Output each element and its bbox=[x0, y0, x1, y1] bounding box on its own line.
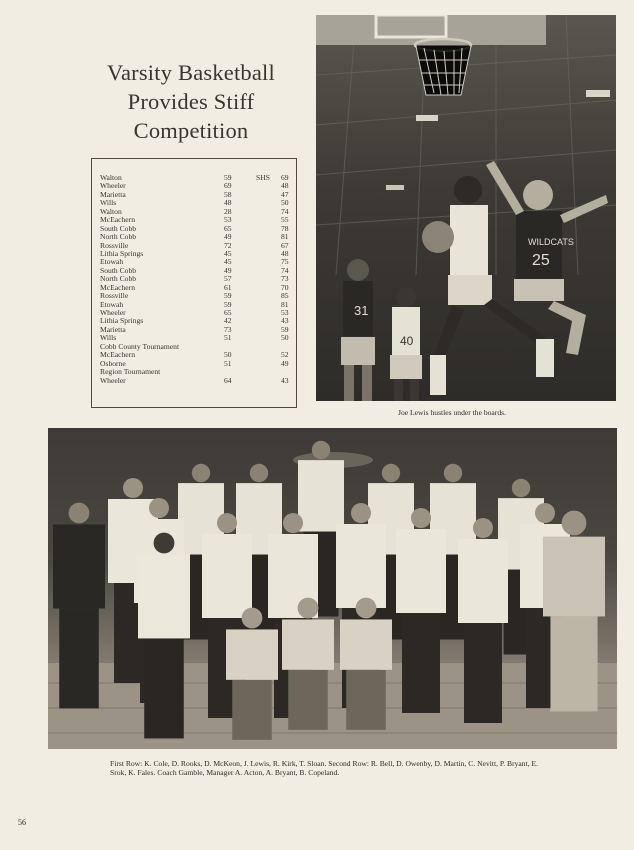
team-member bbox=[53, 503, 105, 709]
team-photo-illustration bbox=[48, 428, 617, 749]
score-shs: 74 bbox=[281, 265, 289, 275]
score-opponent: 57 bbox=[224, 274, 232, 284]
score-opponent: 28 bbox=[224, 206, 232, 216]
score-opponent: 49 bbox=[224, 232, 232, 242]
score-shs: 74 bbox=[281, 206, 289, 216]
score-shs: 70 bbox=[281, 282, 289, 292]
score-team: Wheeler bbox=[100, 181, 126, 191]
score-shs: 47 bbox=[281, 189, 289, 199]
action-photo-caption: Joe Lewis hustles under the boards. bbox=[398, 408, 506, 417]
player-center bbox=[390, 287, 422, 401]
score-shs: 69 bbox=[281, 173, 289, 182]
score-opponent: 42 bbox=[224, 316, 232, 326]
score-team: Marietta bbox=[100, 189, 126, 199]
team-member bbox=[543, 511, 605, 712]
score-team: Osborne bbox=[100, 358, 126, 368]
score-row bbox=[100, 233, 296, 241]
player-right bbox=[486, 161, 608, 355]
team-photo bbox=[48, 428, 617, 749]
score-opponent: 65 bbox=[224, 223, 232, 233]
basketball bbox=[422, 221, 454, 253]
headline-line-2: Provides Stiff bbox=[127, 89, 255, 114]
score-shs: 43 bbox=[281, 375, 289, 385]
score-row bbox=[100, 199, 296, 207]
score-team: Wheeler bbox=[100, 375, 126, 385]
score-team: McEachern bbox=[100, 215, 135, 225]
score-team: Lithia Springs bbox=[100, 248, 144, 258]
score-opponent: 72 bbox=[224, 240, 232, 250]
score-row bbox=[100, 284, 296, 292]
score-team: Wills bbox=[100, 333, 117, 343]
score-opponent: 59 bbox=[224, 173, 232, 182]
score-team: South Cobb bbox=[100, 265, 137, 275]
score-team: North Cobb bbox=[100, 274, 137, 284]
score-opponent: 45 bbox=[224, 257, 232, 267]
score-opponent: 53 bbox=[224, 215, 232, 225]
score-opponent: 59 bbox=[224, 299, 232, 309]
jersey-number-left: 31 bbox=[354, 303, 369, 318]
team-member bbox=[458, 518, 508, 723]
headline-line-3: Competition bbox=[133, 118, 249, 143]
score-team: Wheeler bbox=[100, 308, 126, 317]
score-row bbox=[100, 351, 296, 359]
score-team: North Cobb bbox=[100, 232, 137, 242]
score-opponent: 59 bbox=[224, 291, 232, 301]
score-team: Region Tournament bbox=[100, 367, 161, 377]
team-member bbox=[138, 533, 190, 739]
team-photo-caption: First Row: K. Cole, D. Rooks, D. McKeon, J. Lewis, R. Kirk, T. Sloan. Second Row: R. Bell, D. Owenby, D. Martin, C. Nevitt, P. Bryant, E. Srok, K. Fales. Coach Gamble, Manager A. Acton, A. Bryant, B. Copeland. bbox=[110, 759, 539, 778]
score-shs: 55 bbox=[281, 215, 289, 225]
score-team: McEachern bbox=[100, 282, 135, 292]
score-team: Rossville bbox=[100, 240, 129, 250]
score-shs: 43 bbox=[281, 316, 289, 326]
score-team: Lithia Springs bbox=[100, 316, 144, 326]
jersey-number-center: 40 bbox=[400, 334, 414, 348]
score-opponent: 58 bbox=[224, 189, 232, 199]
jersey-team-right: WILDCATS bbox=[528, 237, 574, 247]
score-row bbox=[100, 292, 296, 300]
score-shs: 53 bbox=[281, 308, 289, 317]
score-shs: 59 bbox=[281, 324, 289, 334]
score-shs: 52 bbox=[281, 350, 289, 360]
hoop-net bbox=[416, 46, 471, 95]
score-team: Wills bbox=[100, 198, 117, 208]
score-row bbox=[100, 191, 296, 199]
action-photo-illustration bbox=[316, 15, 616, 401]
score-home-label: SHS bbox=[256, 173, 270, 182]
score-row bbox=[100, 301, 296, 309]
score-team: Rossville bbox=[100, 291, 129, 301]
score-row bbox=[100, 174, 296, 182]
score-shs: 85 bbox=[281, 291, 289, 301]
page-headline bbox=[60, 58, 322, 145]
score-row bbox=[100, 326, 296, 334]
ceiling-light bbox=[386, 185, 404, 190]
score-team: Cobb County Tournament bbox=[100, 341, 180, 351]
score-team: Walton bbox=[100, 206, 122, 216]
score-shs: 50 bbox=[281, 333, 289, 343]
score-opponent: 48 bbox=[224, 198, 232, 208]
headline-line-1: Varsity Basketball bbox=[107, 60, 275, 85]
score-shs: 50 bbox=[281, 198, 289, 208]
player-left bbox=[341, 259, 375, 401]
page-number: 56 bbox=[18, 818, 26, 827]
score-opponent: 45 bbox=[224, 248, 232, 258]
score-row bbox=[100, 182, 296, 190]
score-shs: 48 bbox=[281, 248, 289, 258]
score-opponent: 73 bbox=[224, 324, 232, 334]
action-photo bbox=[316, 15, 616, 401]
score-shs: 81 bbox=[281, 299, 289, 309]
score-team: Marietta bbox=[100, 324, 126, 334]
score-opponent: 69 bbox=[224, 181, 232, 191]
score-row bbox=[100, 250, 296, 258]
score-team: Walton bbox=[100, 173, 122, 182]
score-opponent: 49 bbox=[224, 265, 232, 275]
score-shs: 75 bbox=[281, 257, 289, 267]
score-opponent: 65 bbox=[224, 308, 232, 317]
score-team: Etowah bbox=[100, 299, 124, 309]
score-opponent: 61 bbox=[224, 282, 232, 292]
score-shs: 73 bbox=[281, 274, 289, 284]
score-opponent: 51 bbox=[224, 333, 232, 343]
score-opponent: 51 bbox=[224, 358, 232, 368]
score-shs: 49 bbox=[281, 358, 289, 368]
score-team: McEachern bbox=[100, 350, 135, 360]
team-member bbox=[396, 508, 446, 713]
score-shs: 78 bbox=[281, 223, 289, 233]
score-shs: 67 bbox=[281, 240, 289, 250]
score-row bbox=[100, 377, 296, 385]
score-row bbox=[100, 317, 296, 325]
score-opponent: 50 bbox=[224, 350, 232, 360]
score-row bbox=[100, 368, 296, 376]
scoreboard-box bbox=[91, 158, 297, 408]
score-team: Etowah bbox=[100, 257, 124, 267]
score-team: South Cobb bbox=[100, 223, 137, 233]
ceiling-light bbox=[416, 115, 438, 121]
ceiling-light bbox=[586, 90, 610, 97]
jersey-number-right: 25 bbox=[532, 252, 550, 269]
score-shs: 81 bbox=[281, 232, 289, 242]
score-opponent: 64 bbox=[224, 375, 232, 385]
score-shs: 48 bbox=[281, 181, 289, 191]
